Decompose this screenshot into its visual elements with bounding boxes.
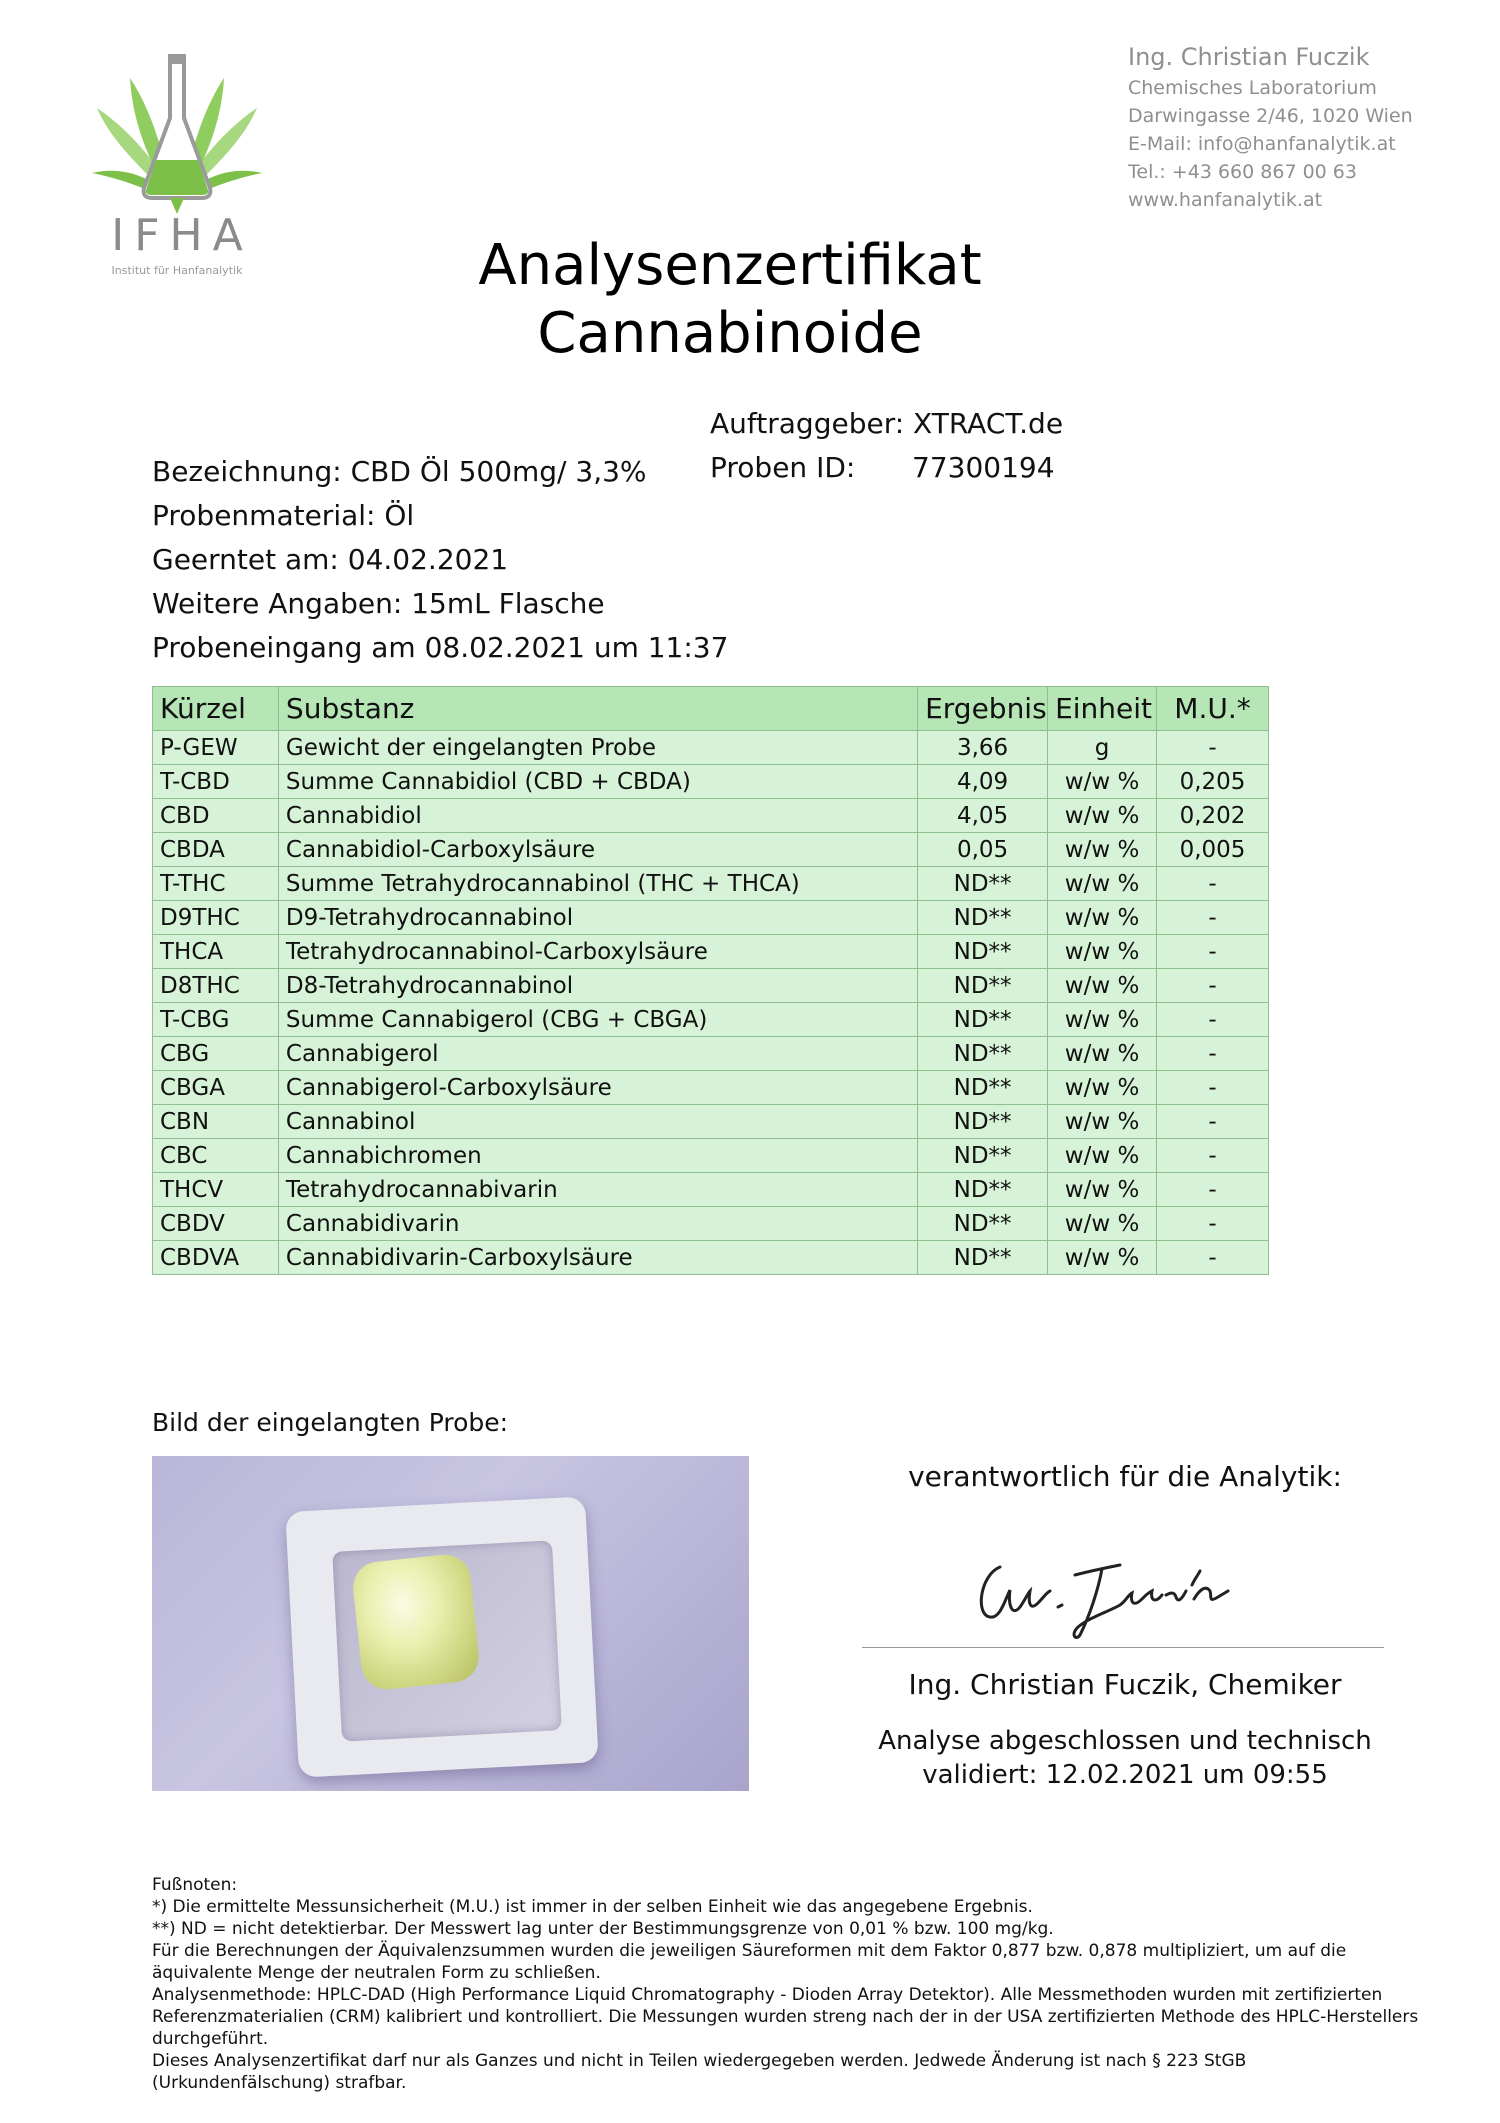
cell-kuerzel: T-CBD bbox=[153, 765, 279, 799]
cell-einheit: w/w % bbox=[1048, 1173, 1157, 1207]
cell-kuerzel: P-GEW bbox=[153, 731, 279, 765]
cell-mu: 0,202 bbox=[1157, 799, 1269, 833]
cell-mu: - bbox=[1157, 1139, 1269, 1173]
cell-substanz: Cannabichromen bbox=[278, 1139, 917, 1173]
cell-einheit: w/w % bbox=[1048, 935, 1157, 969]
table-row bbox=[153, 799, 1269, 833]
cell-mu: 0,205 bbox=[1157, 765, 1269, 799]
lab-department: Chemisches Laboratorium bbox=[1128, 77, 1377, 99]
cell-ergebnis: 4,05 bbox=[918, 799, 1048, 833]
cell-einheit: w/w % bbox=[1048, 1003, 1157, 1037]
sample-details bbox=[152, 450, 728, 670]
cell-mu: - bbox=[1157, 1071, 1269, 1105]
logo-brand: IFHA bbox=[111, 210, 253, 261]
cell-einheit: w/w % bbox=[1048, 765, 1157, 799]
lab-website: www.hanfanalytik.at bbox=[1128, 189, 1323, 211]
table-row bbox=[153, 1207, 1269, 1241]
page-title bbox=[420, 232, 1040, 368]
footnote-mu: *) Die ermittelte Messunsicherheit (M.U.) ist immer in der selben Einheit wie das angegebene Ergebnis. bbox=[152, 1897, 1033, 1917]
validation-note bbox=[860, 1724, 1390, 1792]
table-row bbox=[153, 935, 1269, 969]
cell-substanz: Tetrahydrocannabivarin bbox=[278, 1173, 917, 1207]
cell-kuerzel: CBDV bbox=[153, 1207, 279, 1241]
cell-kuerzel: CBDVA bbox=[153, 1241, 279, 1275]
footnotes-title: Fußnoten: bbox=[152, 1875, 238, 1895]
title-line-1: Analysenzertifikat bbox=[478, 233, 982, 298]
cell-ergebnis: ND** bbox=[918, 935, 1048, 969]
cell-kuerzel: CBD bbox=[153, 799, 279, 833]
table-row bbox=[153, 1105, 1269, 1139]
cell-einheit: w/w % bbox=[1048, 1037, 1157, 1071]
cell-kuerzel: CBN bbox=[153, 1105, 279, 1139]
cell-ergebnis: 0,05 bbox=[918, 833, 1048, 867]
handwritten-signature bbox=[970, 1545, 1250, 1640]
footnote-zertifikat: Dieses Analysenzertifikat darf nur als Ganzes und nicht in Teilen wiedergegeben werden. Jedwede Änderung ist nach § 223 StGB (Urkundenfälschung) strafbar. bbox=[152, 2051, 1247, 2093]
results-table bbox=[152, 686, 1269, 1275]
cell-substanz: Cannabidiol-Carboxylsäure bbox=[278, 833, 917, 867]
cell-mu: - bbox=[1157, 1037, 1269, 1071]
chemist-name: Ing. Christian Fuczik, Chemiker bbox=[908, 1668, 1342, 1701]
cell-substanz: Summe Cannabidiol (CBD + CBDA) bbox=[278, 765, 917, 799]
cell-ergebnis: ND** bbox=[918, 969, 1048, 1003]
cell-substanz: Gewicht der eingelangten Probe bbox=[278, 731, 917, 765]
title-line-2: Cannabinoide bbox=[537, 301, 923, 366]
table-row bbox=[153, 731, 1269, 765]
cell-einheit: w/w % bbox=[1048, 901, 1157, 935]
cell-kuerzel: THCA bbox=[153, 935, 279, 969]
cell-substanz: Tetrahydrocannabinol-Carboxylsäure bbox=[278, 935, 917, 969]
footnotes bbox=[152, 1874, 1422, 2094]
cell-mu: - bbox=[1157, 1207, 1269, 1241]
table-row bbox=[153, 969, 1269, 1003]
table-row bbox=[153, 1071, 1269, 1105]
cell-ergebnis: 3,66 bbox=[918, 731, 1048, 765]
cell-mu: - bbox=[1157, 901, 1269, 935]
oil-sample bbox=[351, 1552, 482, 1692]
cell-substanz: Cannabidiol bbox=[278, 799, 917, 833]
proben-id bbox=[710, 450, 1055, 486]
cell-kuerzel: CBDA bbox=[153, 833, 279, 867]
proben-id-label: Proben ID: bbox=[710, 451, 856, 484]
cell-substanz: Cannabidivarin bbox=[278, 1207, 917, 1241]
cell-mu: - bbox=[1157, 731, 1269, 765]
cell-substanz: Summe Tetrahydrocannabinol (THC + THCA) bbox=[278, 867, 917, 901]
cannabis-flask-icon bbox=[92, 48, 262, 218]
table-row bbox=[153, 765, 1269, 799]
cell-mu: - bbox=[1157, 1105, 1269, 1139]
cell-einheit: g bbox=[1048, 731, 1157, 765]
table-row bbox=[153, 901, 1269, 935]
cell-mu: - bbox=[1157, 1241, 1269, 1275]
cell-ergebnis: ND** bbox=[918, 1139, 1048, 1173]
cell-ergebnis: ND** bbox=[918, 1207, 1048, 1241]
cell-einheit: w/w % bbox=[1048, 833, 1157, 867]
sample-eingang: Probeneingang am 08.02.2021 um 11:37 bbox=[152, 631, 729, 664]
footnote-aequivalent: Für die Berechnungen der Äquivalenzsummen wurden die jeweiligen Säureformen mit dem Faktor 0,877 bzw. 0,878 multipliziert, um auf die äquivalente Menge der neutralen Form zu schließen. bbox=[152, 1941, 1347, 1983]
cell-ergebnis: ND** bbox=[918, 901, 1048, 935]
cell-einheit: w/w % bbox=[1048, 1071, 1157, 1105]
cell-ergebnis: ND** bbox=[918, 1241, 1048, 1275]
lab-phone: Tel.: +43 660 867 00 63 bbox=[1128, 161, 1357, 183]
lab-address: Darwingasse 2/46, 1020 Wien bbox=[1128, 105, 1413, 127]
sample-bezeichnung: Bezeichnung: CBD Öl 500mg/ 3,3% bbox=[152, 455, 647, 488]
cell-kuerzel: CBGA bbox=[153, 1071, 279, 1105]
cell-substanz: Cannabigerol bbox=[278, 1037, 917, 1071]
cell-mu: 0,005 bbox=[1157, 833, 1269, 867]
cell-mu: - bbox=[1157, 1003, 1269, 1037]
lab-name: Ing. Christian Fuczik bbox=[1128, 43, 1370, 71]
header-ergebnis: Ergebnis bbox=[918, 687, 1048, 731]
client-info: Auftraggeber: XTRACT.de bbox=[710, 407, 1064, 440]
cell-einheit: w/w % bbox=[1048, 1105, 1157, 1139]
table-row bbox=[153, 1037, 1269, 1071]
lab-header bbox=[1128, 40, 1413, 214]
header-kuerzel: Kürzel bbox=[153, 687, 279, 731]
cell-einheit: w/w % bbox=[1048, 799, 1157, 833]
cell-ergebnis: ND** bbox=[918, 1071, 1048, 1105]
cell-kuerzel: CBC bbox=[153, 1139, 279, 1173]
table-row bbox=[153, 1139, 1269, 1173]
footnote-nd: **) ND = nicht detektierbar. Der Messwert lag unter der Bestimmungsgrenze von 0,01 % bzw. 100 mg/kg. bbox=[152, 1919, 1054, 1939]
cell-kuerzel: T-CBG bbox=[153, 1003, 279, 1037]
cell-mu: - bbox=[1157, 935, 1269, 969]
ifha-logo bbox=[92, 48, 262, 288]
header-mu: M.U.* bbox=[1157, 687, 1269, 731]
signature-label: verantwortlich für die Analytik: bbox=[908, 1460, 1342, 1493]
validation-line-1: Analyse abgeschlossen und technisch bbox=[878, 1726, 1372, 1756]
sample-geerntet: Geerntet am: 04.02.2021 bbox=[152, 543, 509, 576]
signature-line bbox=[862, 1647, 1384, 1648]
sample-weitere-angaben: Weitere Angaben: 15mL Flasche bbox=[152, 587, 605, 620]
cell-substanz: Cannabidivarin-Carboxylsäure bbox=[278, 1241, 917, 1275]
header-substanz: Substanz bbox=[278, 687, 917, 731]
cell-substanz: D9-Tetrahydrocannabinol bbox=[278, 901, 917, 935]
cell-einheit: w/w % bbox=[1048, 969, 1157, 1003]
cell-mu: - bbox=[1157, 969, 1269, 1003]
lab-email: E-Mail: info@hanfanalytik.at bbox=[1128, 133, 1396, 155]
table-row bbox=[153, 1173, 1269, 1207]
cell-mu: - bbox=[1157, 867, 1269, 901]
cell-substanz: D8-Tetrahydrocannabinol bbox=[278, 969, 917, 1003]
proben-id-value: 77300194 bbox=[912, 451, 1055, 484]
sample-probenmaterial: Probenmaterial: Öl bbox=[152, 499, 415, 532]
cell-kuerzel: T-THC bbox=[153, 867, 279, 901]
cell-ergebnis: ND** bbox=[918, 867, 1048, 901]
cell-ergebnis: 4,09 bbox=[918, 765, 1048, 799]
table-row bbox=[153, 833, 1269, 867]
cell-substanz: Cannabigerol-Carboxylsäure bbox=[278, 1071, 917, 1105]
table-row bbox=[153, 1241, 1269, 1275]
cell-ergebnis: ND** bbox=[918, 1105, 1048, 1139]
logo-tagline: Institut für Hanfanalytik bbox=[111, 264, 243, 277]
header-einheit: Einheit bbox=[1048, 687, 1157, 731]
cell-kuerzel: D8THC bbox=[153, 969, 279, 1003]
cell-kuerzel: D9THC bbox=[153, 901, 279, 935]
table-row bbox=[153, 1003, 1269, 1037]
photo-label: Bild der eingelangten Probe: bbox=[152, 1408, 509, 1437]
cell-einheit: w/w % bbox=[1048, 1241, 1157, 1275]
cell-einheit: w/w % bbox=[1048, 867, 1157, 901]
cell-kuerzel: THCV bbox=[153, 1173, 279, 1207]
footnote-methode: Analysenmethode: HPLC-DAD (High Performance Liquid Chromatography - Dioden Array Detektor). Alle Messmethoden wurden mit zertifizierten Referenzmaterialien (CRM) kalibriert und kontrolliert. Die Messungen wurden streng nach der in der USA zertifizierten Methode des HPLC-Herstellers durchgeführt. bbox=[152, 1985, 1419, 2049]
cell-einheit: w/w % bbox=[1048, 1207, 1157, 1241]
cell-ergebnis: ND** bbox=[918, 1003, 1048, 1037]
validation-line-2: validiert: 12.02.2021 um 09:55 bbox=[922, 1760, 1328, 1790]
cell-kuerzel: CBG bbox=[153, 1037, 279, 1071]
cell-substanz: Summe Cannabigerol (CBG + CBGA) bbox=[278, 1003, 917, 1037]
table-row bbox=[153, 867, 1269, 901]
cell-substanz: Cannabinol bbox=[278, 1105, 917, 1139]
cell-ergebnis: ND** bbox=[918, 1173, 1048, 1207]
cell-einheit: w/w % bbox=[1048, 1139, 1157, 1173]
sample-photo bbox=[152, 1456, 749, 1791]
table-header-row bbox=[153, 687, 1269, 731]
cell-mu: - bbox=[1157, 1173, 1269, 1207]
cell-ergebnis: ND** bbox=[918, 1037, 1048, 1071]
